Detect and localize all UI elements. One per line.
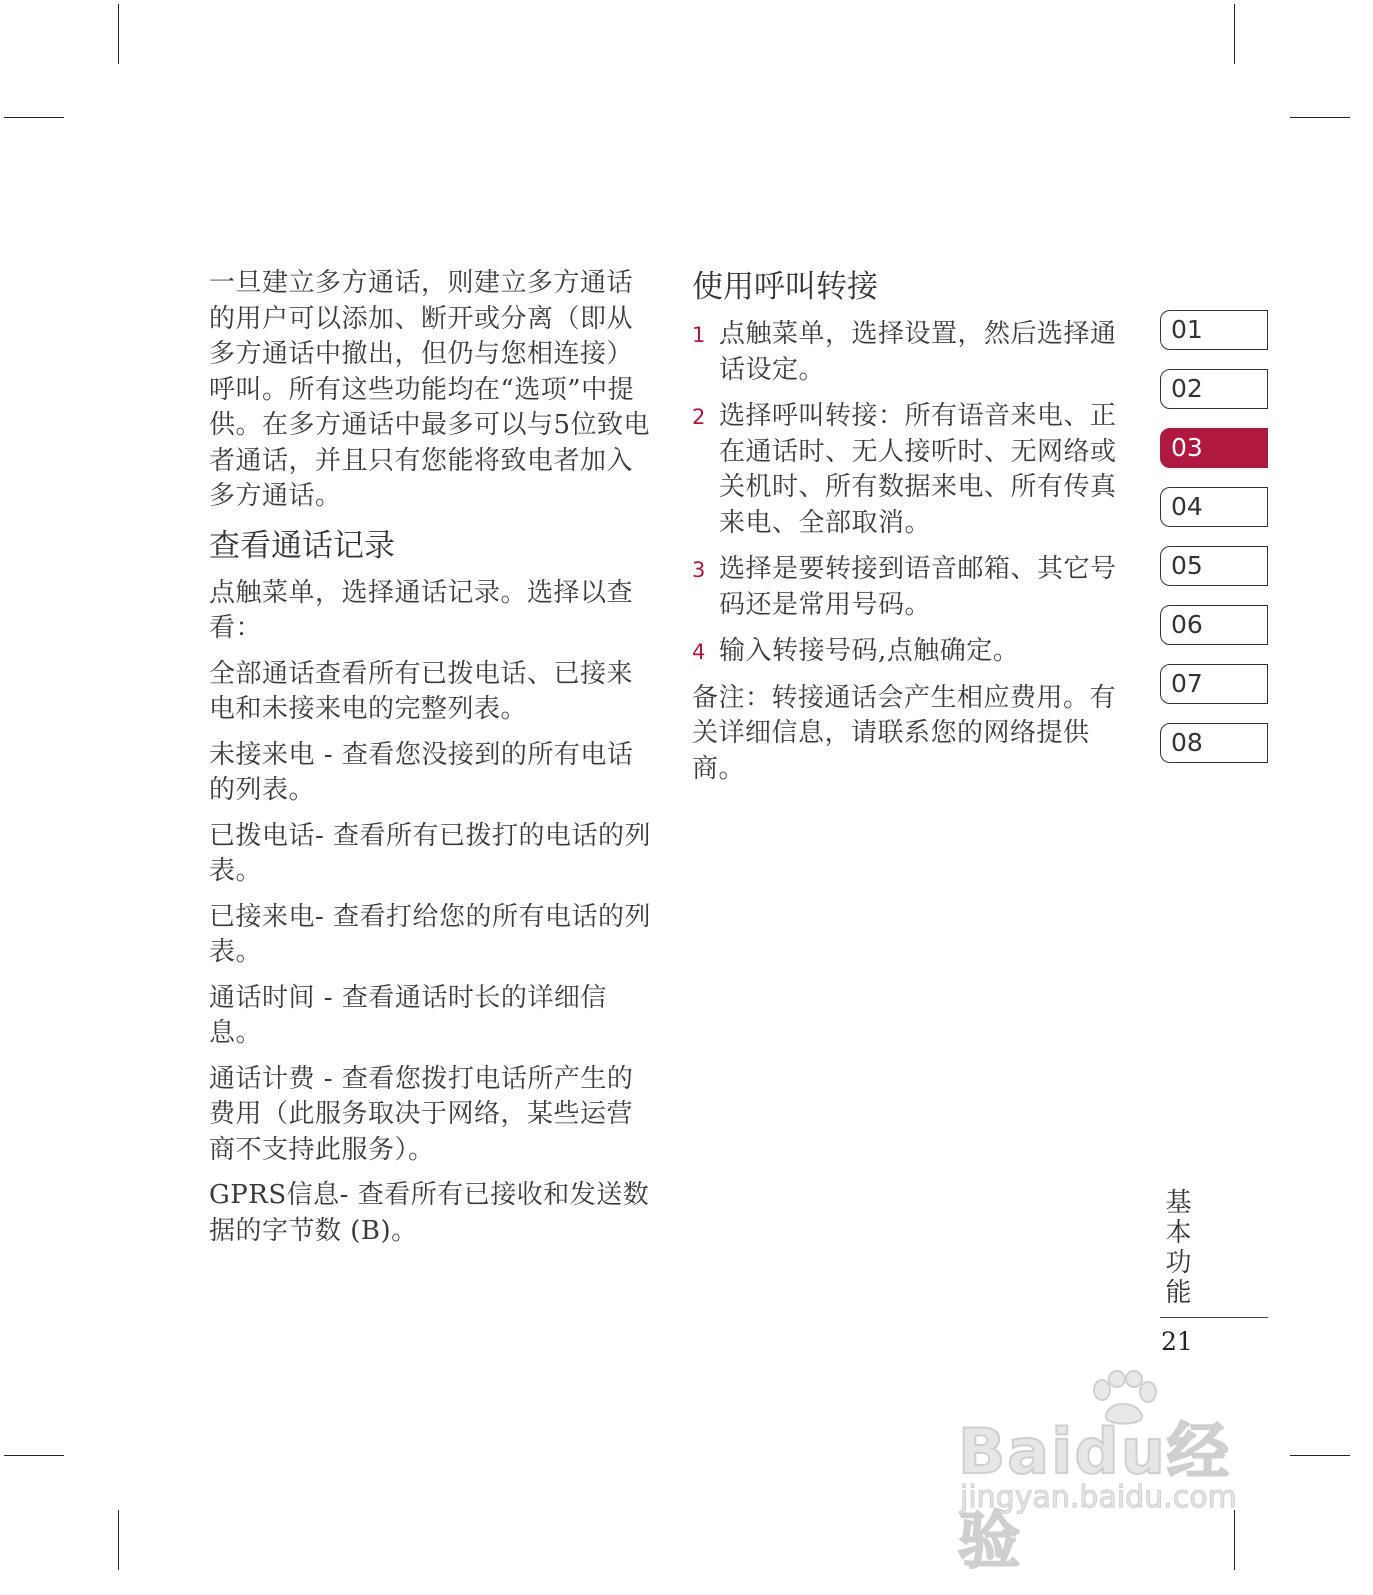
crop-mark xyxy=(1234,4,1235,64)
step-number: 4 xyxy=(692,640,706,664)
crop-mark xyxy=(118,4,119,64)
watermark-brand: Baidu经验 xyxy=(958,1415,1231,1577)
intro-paragraph: 一旦建立多方通话，则建立多方通话的用户可以添加、断开或分离（即从多方通话中撤出，但仍与您相连接）呼叫。所有这些功能均在“选项”中提供。在多方通话中最多可以与5位致电者通话，并且只有您能将致电者加入多方通话。 xyxy=(209,268,651,511)
right-column xyxy=(692,266,1137,797)
steps-list xyxy=(692,317,1137,670)
left-column xyxy=(209,266,654,1259)
baidu-watermark xyxy=(958,1370,1278,1577)
chapter-tab-02[interactable]: 02 xyxy=(1160,369,1268,409)
step-text: 选择呼叫转接：所有语音来电、正在通话时、无人接听时、无网络或关机时、所有数据来电、所有传真来电、全部取消。 xyxy=(719,401,1117,538)
crop-mark xyxy=(1290,1455,1350,1456)
chapter-tab-05[interactable]: 05 xyxy=(1160,546,1268,586)
step-text: 输入转接号码,点触确定。 xyxy=(719,636,1020,666)
step-text: 点触菜单，选择设置，然后选择通话设定。 xyxy=(719,319,1117,385)
call-log-paragraph: 全部通话查看所有已拨电话、已接来电和未接来电的完整列表。 xyxy=(209,658,634,724)
footer-divider xyxy=(1160,1317,1268,1318)
call-divert-heading: 使用呼叫转接 xyxy=(692,269,878,305)
chapter-title: 基本功能 xyxy=(1161,1188,1191,1308)
call-log-heading: 查看通话记录 xyxy=(209,527,395,564)
crop-mark xyxy=(118,1510,119,1570)
call-log-paragraph: 已接来电- 查看打给您的所有电话的列表。 xyxy=(209,901,652,967)
step-number: 1 xyxy=(692,323,706,347)
step-item xyxy=(692,552,1137,623)
call-log-paragraph: 未接来电 - 查看您没接到的所有电话的列表。 xyxy=(209,739,634,805)
chapter-tab-08[interactable]: 08 xyxy=(1160,723,1268,763)
call-log-paragraph: GPRS信息- 查看所有已接收和发送数据的字节数 (B)。 xyxy=(209,1180,650,1246)
crop-mark xyxy=(1290,117,1350,118)
crop-mark xyxy=(4,117,64,118)
chapter-tabs xyxy=(1160,310,1268,782)
chapter-tab-01[interactable]: 01 xyxy=(1160,310,1268,350)
call-log-paragraph: 点触菜单，选择通话记录。选择以查看： xyxy=(209,577,634,643)
step-item xyxy=(692,317,1137,388)
step-item xyxy=(692,399,1137,541)
chapter-tab-06[interactable]: 06 xyxy=(1160,605,1268,645)
step-number: 2 xyxy=(692,405,706,429)
crop-mark xyxy=(4,1455,64,1456)
call-log-paragraph: 已拨电话- 查看所有已拨打的电话的列表。 xyxy=(209,820,652,886)
chapter-tab-07[interactable]: 07 xyxy=(1160,664,1268,704)
step-text: 选择是要转接到语音邮箱、其它号码还是常用号码。 xyxy=(719,554,1117,620)
step-number: 3 xyxy=(692,558,706,582)
watermark-url: jingyan.baidu.com xyxy=(960,1480,1237,1515)
chapter-tab-03[interactable]: 03 xyxy=(1160,428,1268,468)
page-number: 21 xyxy=(1161,1327,1193,1356)
call-log-paragraph: 通话时间 - 查看通话时长的详细信息。 xyxy=(209,982,607,1048)
chapter-tab-04[interactable]: 04 xyxy=(1160,487,1268,527)
note-paragraph: 备注：转接通话会产生相应费用。有关详细信息，请联系您的网络提供商。 xyxy=(692,682,1117,784)
step-item xyxy=(692,634,1137,670)
call-log-paragraph: 通话计费 - 查看您拨打电话所产生的费用（此服务取决于网络，某些运营商不支持此服务）。 xyxy=(209,1063,634,1165)
